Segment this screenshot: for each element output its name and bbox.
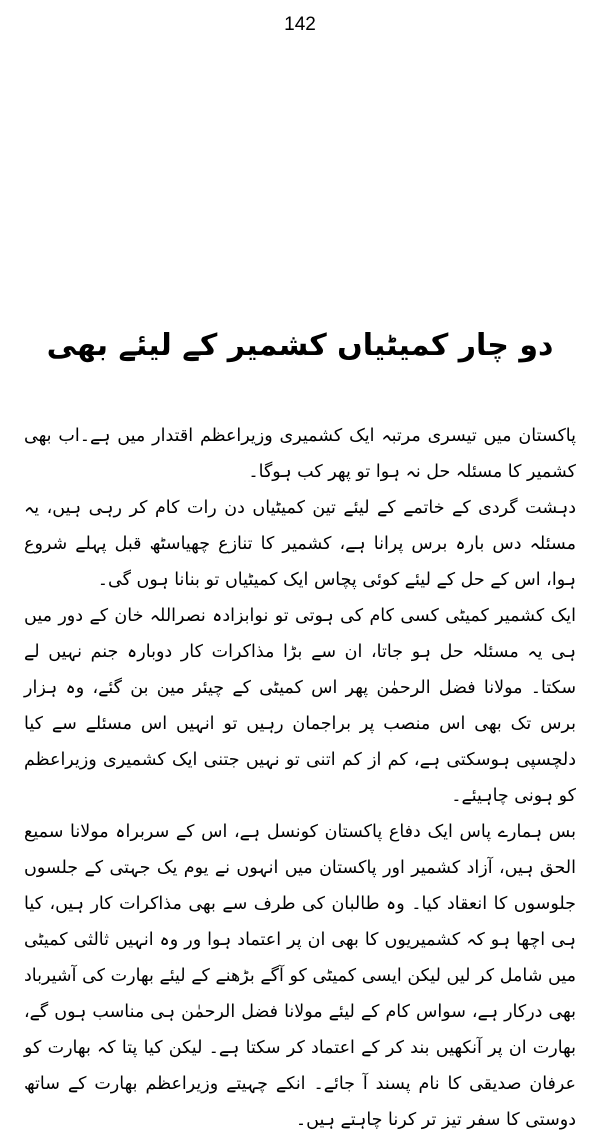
paragraph: دہشت گردی کے خاتمے کے لیئے تین کمیٹیاں دن رات کام کر رہی ہیں، یہ مسئلہ دس بارہ برس پرانا ہے، کشمیر کا تنازع چھیاسٹھ قبل پہلے شروع ہوا، اس کے حل کے لیئے کوئی پچاس ایک کمیٹیاں تو بنانا ہوں گی۔: [24, 498, 576, 590]
paragraph: بس ہمارے پاس ایک دفاع پاکستان کونسل ہے، اس کے سربراہ مولانا سمیع الحق ہیں، آزاد کشمیر اور پاکستان میں انہوں نے یوم یک جہتی کے جلسوں جلوسوں کا انعقاد کیا۔ وہ طالبان کی طرف سے بھی مذاکرات کار ہیں، کیا ہی اچھا ہو کہ کشمیریوں کا بھی ان پر اعتماد ہوا ور وہ انہیں ثالثی کمیٹی میں شامل کر لیں لیکن ایسی کمیٹی کو آگے بڑھنے کے لیئے بھارت کی آشیرباد بھی درکار ہے، سواس کام کے لیئے مولانا فضل الرحمٰن ہی مناسب ہوں گے، بھارت ان پر آنکھیں بند کر کے اعتماد کر سکتا ہے۔ لیکن کیا پتا کہ بھارت کو عرفان صدیقی کا نام پسند آ جائے۔ انکے چہیتے وزیراعظم بھارت کے ساتھ دوستی کا سفر تیز تر کرنا چاہتے ہیں۔: [24, 822, 576, 1130]
page-number: 142: [284, 14, 316, 35]
paragraph: ایک کشمیر کمیٹی کسی کام کی ہوتی تو نوابزادہ نصراللہ خان کے دور میں ہی یہ مسئلہ حل ہو جاتا، ان سے بڑا مذاکرات کار دوبارہ جنم نہیں لے سکتا۔ مولانا فضل الرحمٰن پھر اس کمیٹی کے چیئر مین بن گئے، وہ ہزار برس تک بھی اس منصب پر براجمان رہیں تو انہیں اس مسئلے سے کیا دلچسپی ہوسکتی ہے، کم از کم اتنی تو نہیں جتنی ایک کشمیری وزیراعظم کو ہونی چاہیئے۔: [24, 606, 576, 806]
page-title: دو چار کمیٹیاں کشمیر کے لیئے بھی: [46, 328, 554, 363]
paragraph: پاکستان میں تیسری مرتبہ ایک کشمیری وزیراعظم اقتدار میں ہے۔اب بھی کشمیر کا مسئلہ حل نہ ہوا تو پھر کب ہوگا۔: [24, 426, 576, 482]
article-body: [24, 418, 576, 1138]
